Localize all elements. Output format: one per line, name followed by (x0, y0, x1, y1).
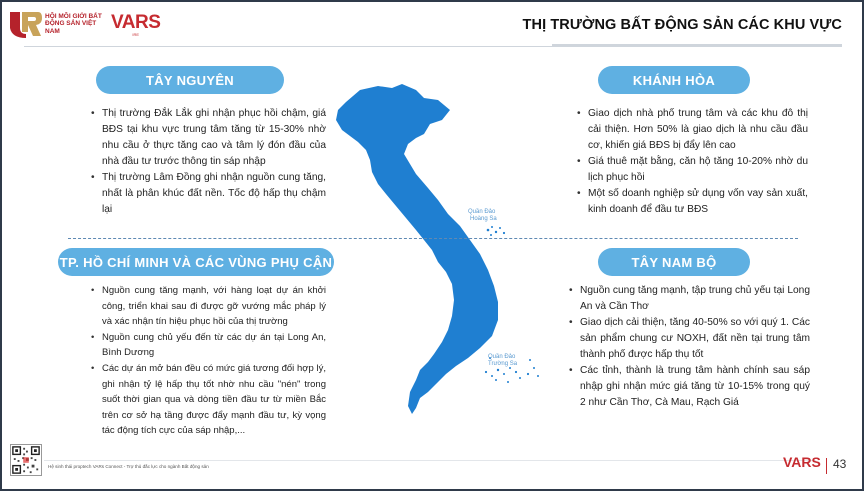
header-logo (8, 8, 160, 40)
tay-nam-bo-bullet: • Giao dịch cải thiện, tăng 40-50% so với quý 1. Các sản phẩm chung cư NOXH, đất nền tại trung tâm thành phố được hấp thụ tốt (568, 315, 810, 363)
org-name: HỘI MÔI GIỚI BẤT ĐỘNG SẢN VIỆT NAM (45, 12, 102, 35)
tay-nguyen-bullet: • Thị trường Đắk Lắk ghi nhận phục hồi chậm, giá BĐS tại khu vực trung tâm tăng từ 15-30% nhờ nhu cầu ở thực tăng cao và tâm lý đón đầu của nhà đầu tư trước thông tin sáp nhập (90, 106, 326, 170)
brand-sub: IRE (132, 31, 140, 37)
hoang-sa-islands (487, 226, 505, 236)
hoang-sa-label-2: Hoàng Sa (470, 216, 497, 222)
vietnam-map (320, 80, 560, 460)
tay-nguyen-bullet: • Thị trường Lâm Đồng ghi nhận nguồn cung tăng, nhất là phân khúc đất nền. Tốc độ hấp thụ chậm lại (90, 170, 326, 218)
hcm-bullet: • Nguồn cung tăng mạnh, với hàng loạt dự án khởi công, triển khai sau đi được gỡ vướng mắc pháp lý và xác nhận tín hiệu phục hồi của thị trường (90, 283, 326, 330)
khanh-hoa-bullet: • Giá thuê mặt bằng, căn hộ tăng 10-20% nhờ du lịch phục hồi (576, 154, 808, 186)
hoang-sa-label-1: Quần Đảo (468, 209, 496, 215)
tay-nam-bo-bullet: • Nguồn cung tăng mạnh, tập trung chủ yếu tại Long An và Cần Thơ (568, 283, 810, 315)
brand-logo: VARS (111, 11, 161, 33)
truong-sa-label-2: Trường Sa (488, 361, 518, 367)
section-divider (68, 238, 798, 239)
page-title: THỊ TRƯỜNG BẤT ĐỘNG SẢN CÁC KHU VỰC (522, 17, 842, 33)
tay-nguyen-content (90, 106, 326, 218)
vars-emblem-icon (8, 8, 42, 40)
truong-sa-label-1: Quần Đảo (488, 354, 516, 360)
hcm-bullet: • Nguồn cung chủ yếu đến từ các dự án tại Long An, Bình Dương (90, 330, 326, 361)
title-rule-accent (552, 44, 842, 47)
khanh-hoa-bullet: • Giao dịch nhà phố trung tâm và các khu đô thị cải thiện. Hơn 50% là giao dịch là nhu cầu đầu cơ, khiến giá BĐS bị đẩy lên cao (576, 106, 808, 154)
qr-code-icon (10, 444, 42, 476)
footer-rule (44, 460, 816, 461)
tay-nam-bo-heading: TÂY NAM BỘ (598, 248, 750, 276)
khanh-hoa-bullet: • Một số doanh nghiệp sử dụng vốn vay sản xuất, kinh doanh để đầu tư BĐS (576, 186, 808, 218)
tay-nam-bo-bullet: • Các tỉnh, thành là trung tâm hành chính sau sáp nhập ghi nhận mức giá tăng từ 10-15% trong quý 2 như Cần Thơ, Cà Mau, Rạch Giá (568, 363, 810, 411)
tay-nam-bo-content (568, 283, 810, 411)
hcm-heading: TP. HỒ CHÍ MINH VÀ CÁC VÙNG PHỤ CẬN (58, 248, 334, 276)
hcm-content (90, 283, 326, 439)
hcm-bullet: • Các dự án mở bán đều có mức giá tương đối hợp lý, ghi nhận tỷ lệ hấp thụ tốt nhờ nhu cầu "nén" trong suốt thời gian qua và dòng tiền đầu tư từ miền Bắc trên cơ sở hạ tầng được đẩy mạnh đầu tư, kỳ vọng tác động tích cực của sáp nhập,... (90, 361, 326, 439)
footer-text: Hệ sinh thái proptech VARs Connect - Trợ thủ đắc lực cho ngành Bất động sản (48, 464, 209, 469)
tay-nguyen-heading: TÂY NGUYÊN (96, 66, 284, 94)
khanh-hoa-heading: KHÁNH HÒA (598, 66, 750, 94)
khanh-hoa-content (576, 106, 808, 218)
vietnam-map-shape (336, 84, 498, 414)
footer-separator (826, 458, 827, 474)
footer-brand: VARS (783, 454, 821, 470)
page-number: 43 (833, 457, 847, 471)
